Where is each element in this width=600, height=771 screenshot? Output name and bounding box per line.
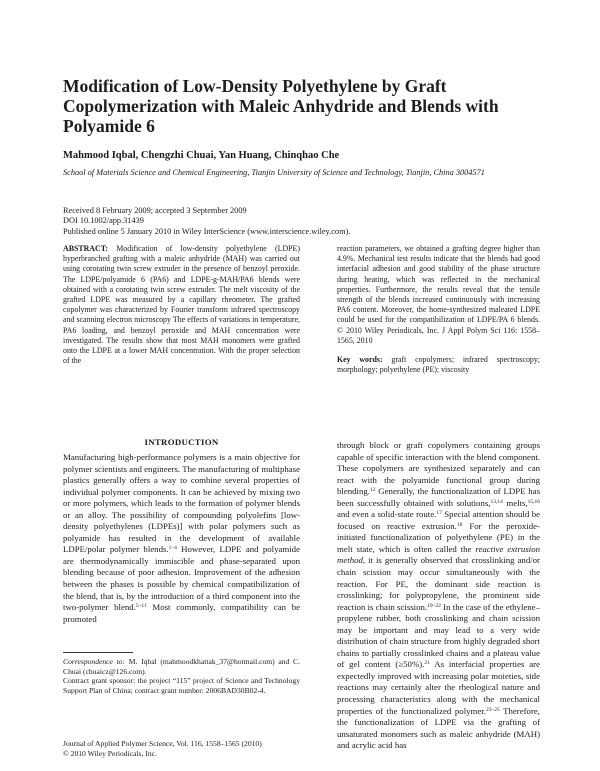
intro-text: In the case of the ethylene–propylene rubber, both crosslinking and chain scission may be important and may lead to a very wide distribution of chain structure from highly degraded short chains to partially crosslinked chains and a plateau value of gel content (≥50%). <box>337 601 540 670</box>
intro-paragraph-left <box>63 452 300 625</box>
abstract-label: ABSTRACT: <box>63 244 109 253</box>
citation: 1–4 <box>168 545 177 552</box>
received-date: Received 8 February 2009; accepted 3 September 2009 <box>63 206 247 215</box>
footnotes <box>63 657 300 695</box>
intro-text: through block or graft copolymers containing groups capable of specific interaction with the blend component. These copolymers are synthesized separately and can react with the polyamide functional group during blending. <box>337 440 540 497</box>
intro-text: Manufacturing high-performance polymers is a main objective for polymer scientists and engineers. The manufacturing of multiphase plastics generally offers a way to combine several properties of individual polymer components. It can be achieved by mixing two or more polymers, which leads to the formation of polymer blends or an alloy. The possibility of compounding polyolefins [low-density polyethylenes (LDPEs)] with polar polymers such as polyamide has resulted in the development of available LDPE/polar polymer blends. <box>63 452 300 555</box>
intro-text: and even a solid-state route. <box>337 509 437 520</box>
section-heading-introduction: INTRODUCTION <box>144 437 219 447</box>
intro-text: As interfacial properties are expectedly improved with increasing polar moieties, side reactions may certainly alter the rheological nature and processing characteristics along with the mechanical properties of the functionalized polymer. <box>337 659 540 716</box>
abstract-text-left: Modification of low-density polyethylene (LDPE) hyperbranched grafting with a maleic anhydride (MAH) was carried out using corotating twin screw extruder in the presence of benzoyl peroxide. The LDPE/polyamide 6 (PA6) and LDPE-g-MAH/PA6 blends were obtained with a corotating twin screw extruder. The melt viscosity of the grafted LDPE was measured by a capillary rheometer. The grafted copolymer was characterized by Fourier transform infrared spectroscopy and scanning electron microscopy The effects of variations in temperature, PA6 loading, and benzoyl peroxide and MAH concentration were investigated. The results show that most MAH monomers were grafted onto the LDPE at a lower MAH concentration. With the proper selection of the <box>63 244 300 366</box>
citation: 18 <box>456 521 463 528</box>
correspondence-text: M. Iqbal (mahmoodkhattak_37@hotmail.com) and C. Chuai (chuaicz@126.com). <box>63 657 301 676</box>
intro-text: Special attention should be focused on reactive extrusion. <box>337 509 540 531</box>
keywords <box>337 355 540 375</box>
intro-text: For the peroxide-initiated functionalization of polyethylene (PE) in the melt state, which is often called the <box>337 520 540 554</box>
correspondence-note <box>63 657 300 676</box>
intro-left-column <box>63 452 300 625</box>
intro-text: Therefore, the functionalization of LDPE via the grafting of unsaturated monomers such as maleic anhydride (MAH) and acrylic acid has <box>337 705 540 751</box>
intro-text: melts, <box>502 497 528 508</box>
intro-text: , it is generally observed that crosslinking and/or chain scission may occur simultaneously with the reaction. For PE, the dominant side reaction is crosslinking; for polypropylene, the prominent side reaction is chain scission. <box>337 555 540 612</box>
doi: DOI 10.1002/app.31439 <box>63 216 144 226</box>
keywords-text: graft copolymers; infrared spectroscopy; morphology; polyethylene (PE); viscosity <box>337 355 540 375</box>
intro-text: Most commonly, compatibility can be promoted <box>63 602 301 624</box>
citation: 23–25 <box>485 706 500 713</box>
footnote-divider <box>63 652 133 653</box>
intro-paragraph-right <box>337 440 540 752</box>
intro-text: However, LDPE and polyamide are thermodynamically immiscible and phase-separated upon blending because of poor adhesion. Improvement of the adhesion between the phases is possible by chemical compatibilization of the blend, that is, by the introduction of a third component into the two-polymer blend. <box>63 544 300 613</box>
journal-copyright: © 2010 Wiley Periodicals, Inc. <box>63 748 157 758</box>
abstract-left-column <box>63 244 300 366</box>
citation: 12 <box>369 487 376 494</box>
intro-text: Generally, the functionalization of LDPE has been successfully obtained with solutions, <box>337 486 540 508</box>
keywords-label: Key words: <box>337 355 383 365</box>
paper-title: Modification of Low-Density Polyethylene by Graft Copolymerization with Maleic Anhydride and Blends with Polyamide 6 <box>63 76 499 136</box>
citation: 19–22 <box>427 602 441 609</box>
abstract-text-right: reaction parameters, we obtained a grafting degree higher than 4.9%. Mechanical test results indicate that the blends had good interfacial adhesion and good stability of the phase structure during heating, which was reflected in the mechanical properties. Furthermore, the results reveal that the tensile strength of the blends increased continuously with increasing PA6 content. Moreover, the home-synthesized maleated LDPE could be used for the compatibilization of LDPE/PA 6 blends. © 2010 Wiley Periodicals, Inc. J Appl Polym Sci 116: 1558–1565, 2010 <box>337 244 540 345</box>
citation: 15,16 <box>527 498 540 505</box>
citation: 13,14 <box>490 498 503 505</box>
author-list: Mahmood Iqbal, Chengzhi Chuai, Yan Huang, Chinqhao Che <box>63 150 340 161</box>
correspondence-label: Correspondence to: <box>63 657 126 666</box>
citation: 5–11 <box>135 603 147 610</box>
publication-dates <box>63 206 553 237</box>
abstract-right-column <box>337 244 540 375</box>
grant-note: Contract grant sponsor: the project “115” project of Science and Technology Support Plan of China; contract grant number: 2006BAD30B02-4. <box>63 676 300 695</box>
published-online: Published online 5 January 2010 in Wiley InterScience (www.interscience.wiley.com). <box>63 226 351 236</box>
intro-right-column <box>337 440 540 752</box>
citation: 17 <box>436 510 442 517</box>
intro-italic-term: reactive extrusion method <box>337 543 540 566</box>
journal-citation: Journal of Applied Polymer Science, Vol. 116, 1558–1565 (2010) <box>63 739 262 748</box>
citation: 21 <box>424 660 430 667</box>
journal-info <box>63 739 300 758</box>
affiliation: School of Materials Science and Chemical Engineering, Tianjin University of Science and Technology, Tianjin, China 3004571 <box>63 168 485 177</box>
